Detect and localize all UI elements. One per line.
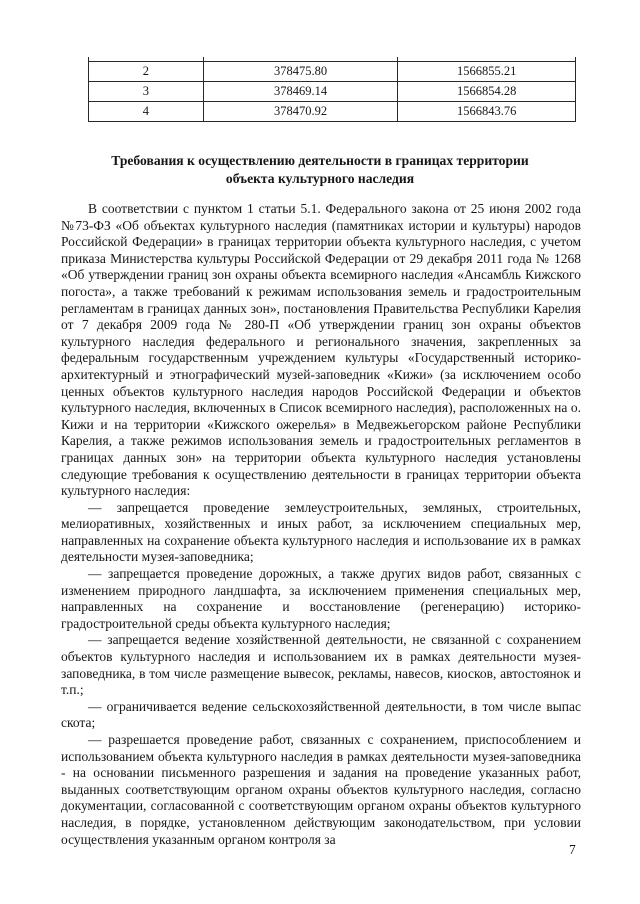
y-coordinate-cell: 1566843.76 bbox=[398, 102, 576, 122]
requirement-item: — ограничивается ведение сельскохозяйственной деятельности, в том числе выпас скота; bbox=[61, 698, 581, 731]
table-row bbox=[89, 62, 576, 82]
heading-line-2: объекта культурного наследия bbox=[225, 171, 415, 186]
section-heading bbox=[60, 152, 580, 188]
requirement-item: — запрещается ведение хозяйственной деятельности, не связанной с сохранением объектов культурного наследия и использованием их в рамках деятельности музея-заповедника, в том числе размещение вывесок, рекламы, навесов, киосков, автостоянок и т.п.; bbox=[61, 632, 581, 698]
table-row bbox=[89, 82, 576, 102]
point-number-cell: 4 bbox=[89, 102, 204, 122]
point-number-cell: 2 bbox=[89, 62, 204, 82]
requirement-item: — запрещается проведение дорожных, а также других видов работ, связанных с изменением природного ландшафта, за исключением применения специальных мер, направленных на сохранение и восстановление (регенерацию) историко-градостроительной среды объекта культурного наследия; bbox=[61, 566, 581, 631]
requirement-item: — разрешается проведение работ, связанных с сохранением, приспособлением и использованием объекта культурного наследия в рамках деятельности музея-заповедника - на основании письменного разрешения и задания на проведение указанных работ, выданных соответствующим органом охраны объектов культурного наследия, согласно документации, согласованной с соответствующим органом охраны объектов культурного наследия, в порядке, установленном действующим законодательством, при условии осуществления указанным органом контроля за bbox=[61, 732, 581, 847]
x-coordinate-cell: 378475.80 bbox=[203, 62, 397, 82]
page-number: 7 bbox=[569, 842, 576, 857]
y-coordinate-cell: 1566855.21 bbox=[398, 62, 576, 82]
x-coordinate-cell: 378469.14 bbox=[203, 82, 397, 102]
coordinates-table bbox=[88, 57, 576, 122]
document-body bbox=[61, 201, 581, 848]
heading-line-1: Требования к осуществлению деятельности в границах территории bbox=[111, 153, 529, 168]
point-number-cell: 3 bbox=[89, 82, 204, 102]
y-coordinate-cell: 1566854.28 bbox=[398, 82, 576, 102]
requirement-item: — запрещается проведение землеустроительных, земляных, строительных, мелиоративных, хозяйственных и иных работ, за исключением специальных мер, направленных на сохранение объекта культурного наследия и использование их в рамках деятельности музея-заповедника; bbox=[61, 499, 581, 565]
intro-paragraph: В соответствии с пунктом 1 статьи 5.1. Федерального закона от 25 июня 2002 года №73-ФЗ «Об объектах культурного наследия (памятниках истории и культуры) народов Российской Федерации» в границах территории объекта культурного наследия, с учетом приказа Министерства культуры Российской Федерации от 29 декабря 2011 года № 1268 «Об утверждении границ зон охраны объекта всемирного наследия «Ансамбль Кижского погоста», а также требований к режимам использования земель и градостроительным регламентам в границах данных зон», постановления Правительства Республики Карелия от 7 декабря 2009 года № 280-П «Об утверждении границ зон охраны объектов культурного наследия федерального и регионального значения, закрепленных за федеральным государственным учреждением культуры «Государственный историко-архитектурный и этнографический музей-заповедник «Кижи» (за исключением особо ценных объектов культурного наследия народов Российской Федерации и объектов культурного наследия, включенных в Список всемирного наследия), расположенных на о. Кижи и на территории «Кижского ожерелья» в Медвежьегорском районе Республики Карелия, а также режимов использования земель и градостроительных регламентов в границах данных зон» на территории объекта культурного наследия установлены следующие требования к осуществлению деятельности в границах территории объекта культурного наследия: bbox=[61, 201, 581, 499]
table-row bbox=[89, 102, 576, 122]
x-coordinate-cell: 378470.92 bbox=[203, 102, 397, 122]
